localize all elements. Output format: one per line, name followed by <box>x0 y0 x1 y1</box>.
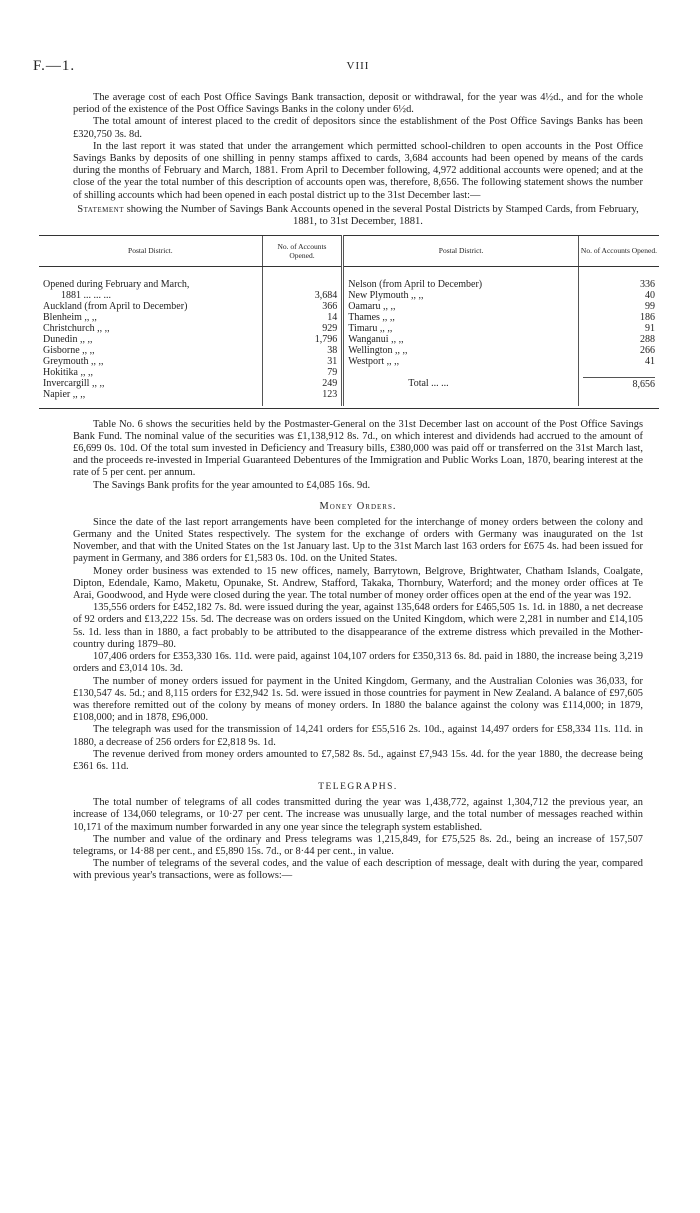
district-name: Greymouth ,, ,, <box>43 355 104 367</box>
statement-caption-text: showing the Number of Savings Bank Accounts opened in the several Postal Districts by Stamped Cards, from February, 1881, to 31st December, 1881. <box>126 203 639 228</box>
paragraph: The telegraph was used for the transmission of 14,241 orders for £55,516 2s. 10d., against 14,497 orders for £58,334 11s. 11d. in 1880, a decrease of 256 orders for £2,818 9s. 1d. <box>73 724 643 748</box>
paragraph: The average cost of each Post Office Savings Bank transaction, deposit or withdrawal, for the year was 4½d., and for the whole period of the existence of the Post Office Savings Banks in the colony under 6½d. <box>73 92 643 116</box>
account-count: 249 <box>322 377 338 389</box>
district-name: Dunedin ,, ,, <box>43 333 93 345</box>
paragraph: The total number of telegrams of all codes transmitted during the year was 1,438,772, against 1,304,712 the previous year, an increase of 134,060 telegrams, or 10·27 per cent. The increase was unusually large, and the total number of messages reached within 10,171 of the maximum number forwarded in any one year since the telegraph system established. <box>73 797 643 833</box>
paragraph: 135,556 orders for £452,182 7s. 8d. were issued during the year, against 135,648 orders for £465,505 1s. 1d. in 1880, a net decrease of 92 orders and £13,222 15s. 5d. The decrease was on orders issued on the United Kingdom, which were 2,281 in number and £14,105 5s. 1d. less than in 1880, a fact probably to be attributed to the disappearance of the extreme distress which prevailed in the Mother-country during 1879–80. <box>73 602 643 650</box>
account-count: 14 <box>327 311 338 323</box>
paragraph: The revenue derived from money orders amounted to £7,582 8s. 5d., against £7,943 15s. 4d. for the year 1880, the decrease being £361 6s. 11d. <box>73 748 643 772</box>
col-header-accounts-right: No. of Accounts Opened. <box>578 235 659 266</box>
paragraph: In the last report it was stated that under the arrangement which permitted school-children to open accounts in the Post Office Savings Banks by deposits of one shilling in penny stamps affixed to cards, 3,684 accounts had been opened by means of the cards during the months of February and March, 1881. From April to December following, 4,972 additional accounts were opened; and at the close of the year the total number of this description of accounts open was, therefore, 8,656. The following statement shows the number of shilling accounts which had been opened in each postal district up to the 31st December last:— <box>73 140 643 201</box>
page-body <box>43 92 657 883</box>
account-count: 31 <box>327 355 338 367</box>
account-count: 99 <box>645 300 655 312</box>
total-label: Total ... ... <box>408 377 449 389</box>
account-count: 1,796 <box>314 333 338 345</box>
left-district-column <box>39 266 262 406</box>
paragraph: 107,406 orders for £353,330 16s. 11d. were paid, against 104,107 orders for £350,313 6s. 8d. paid in 1880, the increase being 3,219 orders and £3,014 10s. 3d. <box>73 651 643 675</box>
district-name: Thames ,, ,, <box>348 311 395 323</box>
total-value: 8,656 <box>583 377 655 390</box>
page-reference: F.—1. <box>33 58 76 74</box>
account-count: 41 <box>645 355 655 367</box>
account-count: 288 <box>640 333 655 345</box>
district-name: Westport ,, ,, <box>348 355 400 367</box>
page-number: VIII <box>346 60 370 72</box>
account-count: 123 <box>322 388 338 400</box>
paragraph: The number of telegrams of the several codes, and the value of each description of message, dealt with during the year, compared with previous year's transactions, were as follows:— <box>73 858 643 882</box>
col-header-district-left: Postal District. <box>39 235 262 266</box>
paragraph: The number and value of the ordinary and Press telegrams was 1,215,849, for £75,525 8s. 2d., being an increase of 157,507 telegrams, or 14·88 per cent., and £5,890 15s. 7d., or 8·44 per cent., in value. <box>73 833 643 857</box>
section-heading-money-orders: Money Orders. <box>319 500 397 512</box>
district-name: Blenheim ,, ,, <box>43 311 97 323</box>
district-name: Wellington ,, ,, <box>348 344 408 356</box>
paragraph: The Savings Bank profits for the year amounted to £4,085 16s. 9d. <box>93 479 371 491</box>
district-name: Timaru ,, ,, <box>348 322 393 334</box>
district-name: Auckland (from April to December) <box>43 300 188 312</box>
district-name: Opened during February and March, <box>43 278 190 290</box>
left-accounts-column <box>262 266 343 406</box>
district-name: 1881 ... ... ... <box>61 289 111 301</box>
statement-caption <box>73 204 643 229</box>
district-name: Hokitika ,, ,, <box>43 366 93 378</box>
account-count: 3,684 <box>314 289 338 301</box>
account-count: 266 <box>640 344 655 356</box>
account-count: 40 <box>645 289 655 301</box>
account-count: 366 <box>322 300 338 312</box>
page-header <box>33 58 643 74</box>
account-count <box>267 279 338 290</box>
account-count: 38 <box>327 344 338 356</box>
account-count: 91 <box>645 322 655 334</box>
col-header-accounts-left: No. of Accounts Opened. <box>262 235 343 266</box>
paragraph: Table No. 6 shows the securities held by the Postmaster-General on the 31st December last on account of the Post Office Savings Bank Fund. The nominal value of the securities was £1,138,912 8s. 7d., on which interest and dividends had accrued to the amount of £6,699 0s. 10d. Of the total sum invested in Deficiency and Treasury bills, £380,000 was paid off or transferred on the 31st March last, and the proceeds re-invested in Imperial Guaranteed Debentures of the Immigration and Public Works Loan, 1870, bearing interest at the rate of 5 per cent. per annum. <box>73 418 643 479</box>
statement-lead: Statement <box>77 203 124 215</box>
paragraph: Since the date of the last report arrangements have been completed for the interchange of money orders between the colony and Germany and the United States respectively. The system for the exchange of orders with Germany was inaugurated on the 1st November, and that with the United States on the 1st January last. Up to the 31st March last 163 orders for £675 4s. had been issued for payment in Germany, and 386 orders for £1,583 0s. 10d. on the United States. <box>73 516 643 565</box>
right-accounts-column <box>578 266 659 406</box>
postal-district-table <box>39 235 659 409</box>
district-name: Oamaru ,, ,, <box>348 300 396 312</box>
paragraph: The number of money orders issued for payment in the United Kingdom, Germany, and the Australian Colonies was 36,033, for £130,547 4s. 5d.; and 8,115 orders for £32,942 1s. 5d. were issued in those countries for payment in New Zealand. A balance of £97,605 was therefore remitted out of the colony by means of money orders. In 1880 the balance against the colony was £114,000; in 1879, £108,000; and in 1878, £96,000. <box>73 675 643 724</box>
col-header-district-right: Postal District. <box>343 235 579 266</box>
account-count: 186 <box>640 311 655 323</box>
district-name: Christchurch ,, ,, <box>43 322 110 334</box>
paragraph: The total amount of interest placed to the credit of depositors since the establishment of the Post Office Savings Banks has been £320,750 3s. 8d. <box>73 116 643 140</box>
section-heading-telegraphs: TELEGRAPHS. <box>318 782 398 793</box>
right-district-column <box>343 266 579 406</box>
district-name: Invercargill ,, ,, <box>43 377 105 389</box>
account-count: 79 <box>327 366 338 378</box>
account-count: 336 <box>640 278 655 290</box>
district-name: Napier ,, ,, <box>43 388 86 400</box>
district-name: New Plymouth ,, ,, <box>348 289 424 301</box>
district-name: Gisborne ,, ,, <box>43 344 95 356</box>
paragraph: Money order business was extended to 15 new offices, namely, Barrytown, Belgrove, Brightwater, Chatham Islands, Coalgate, Dipton, Edendale, Kamo, Maketu, Opunake, St. Andrew, Stafford, Takaka, Thornbury, Waterford; and the money order offices at Te Arai, Goodwood, and Hyde were closed during the year. The total number of money order offices open at the end of the year was 192. <box>73 565 643 602</box>
district-name: Wanganui ,, ,, <box>348 333 404 345</box>
account-count: 929 <box>322 322 338 334</box>
district-name: Nelson (from April to December) <box>348 278 483 290</box>
